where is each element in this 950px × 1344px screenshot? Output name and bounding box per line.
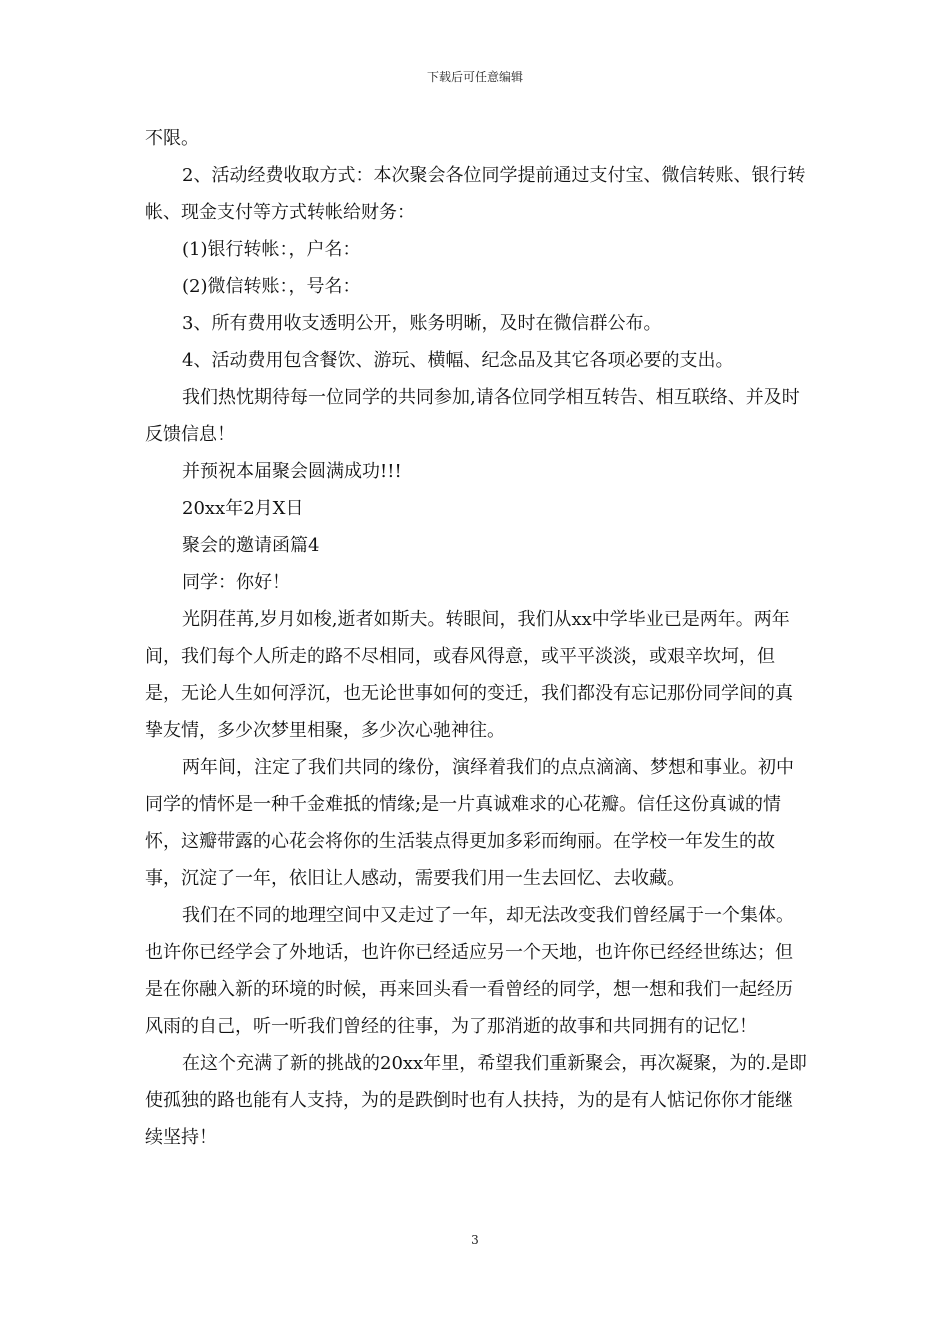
paragraph: 同学：你好！ [182, 572, 290, 593]
document-body [145, 120, 807, 1156]
paragraph: 聚会的邀请函篇4 [182, 535, 320, 556]
paragraph: 并预祝本届聚会圆满成功!!! [182, 461, 402, 482]
paragraph: 我们热忱期待每一位同学的共同参加,请各位同学相互转告、相互联络、并及时反馈信息！ [145, 387, 800, 445]
paragraph: 两年间，注定了我们共同的缘份，演绎着我们的点点滴滴、梦想和事业。初中同学的情怀是一种千金难抵的情缘;是一片真诚难求的心花瓣。信任这份真诚的情怀，这瓣带露的心花会将你的生活装点得更加多彩而绚丽。在学校一年发生的故事，沉淀了一年，依旧让人感动，需要我们用一生去回忆、去收藏。 [145, 757, 794, 889]
paragraph: 4、活动费用包含餐饮、游玩、横幅、纪念品及其它各项必要的支出。 [182, 350, 734, 371]
paragraph: 光阴荏苒,岁月如梭,逝者如斯夫。转眼间，我们从xx中学毕业已是两年。两年间，我们每个人所走的路不尽相同，或春风得意，或平平淡淡，或艰辛坎坷，但是，无论人生如何浮沉，也无论世事如何的变迁，我们都没有忘记那份同学间的真挚友情，多少次梦里相聚，多少次心驰神往。 [145, 609, 793, 741]
page-header: 下载后可任意编辑 [426, 70, 523, 84]
paragraph: 20xx年2月X日 [182, 498, 304, 519]
paragraph: (1)银行转帐：，户名： [182, 239, 361, 260]
paragraph: 2、活动经费收取方式：本次聚会各位同学提前通过支付宝、微信转账、银行转帐、现金支付等方式转帐给财务： [145, 165, 806, 223]
page-number: 3 [471, 1233, 479, 1247]
paragraph: 3、所有费用收支透明公开，账务明晰，及时在微信群公布。 [182, 313, 662, 334]
paragraph: 不限。 [145, 128, 199, 149]
paragraph: 我们在不同的地理空间中又走过了一年，却无法改变我们曾经属于一个集体。也许你已经学会了外地话，也许你已经适应另一个天地，也许你已经经世练达；但是在你融入新的环境的时候，再来回头看一看曾经的同学，想一想和我们一起经历风雨的自己，听一听我们曾经的往事，为了那消逝的故事和共同拥有的记忆！ [145, 905, 794, 1037]
paragraph: 在这个充满了新的挑战的20xx年里，希望我们重新聚会，再次凝聚，为的.是即使孤独的路也能有人支持，为的是跌倒时也有人扶持，为的是有人惦记你你才能继续坚持！ [145, 1053, 807, 1148]
paragraph: (2)微信转账：，号名： [182, 276, 361, 297]
